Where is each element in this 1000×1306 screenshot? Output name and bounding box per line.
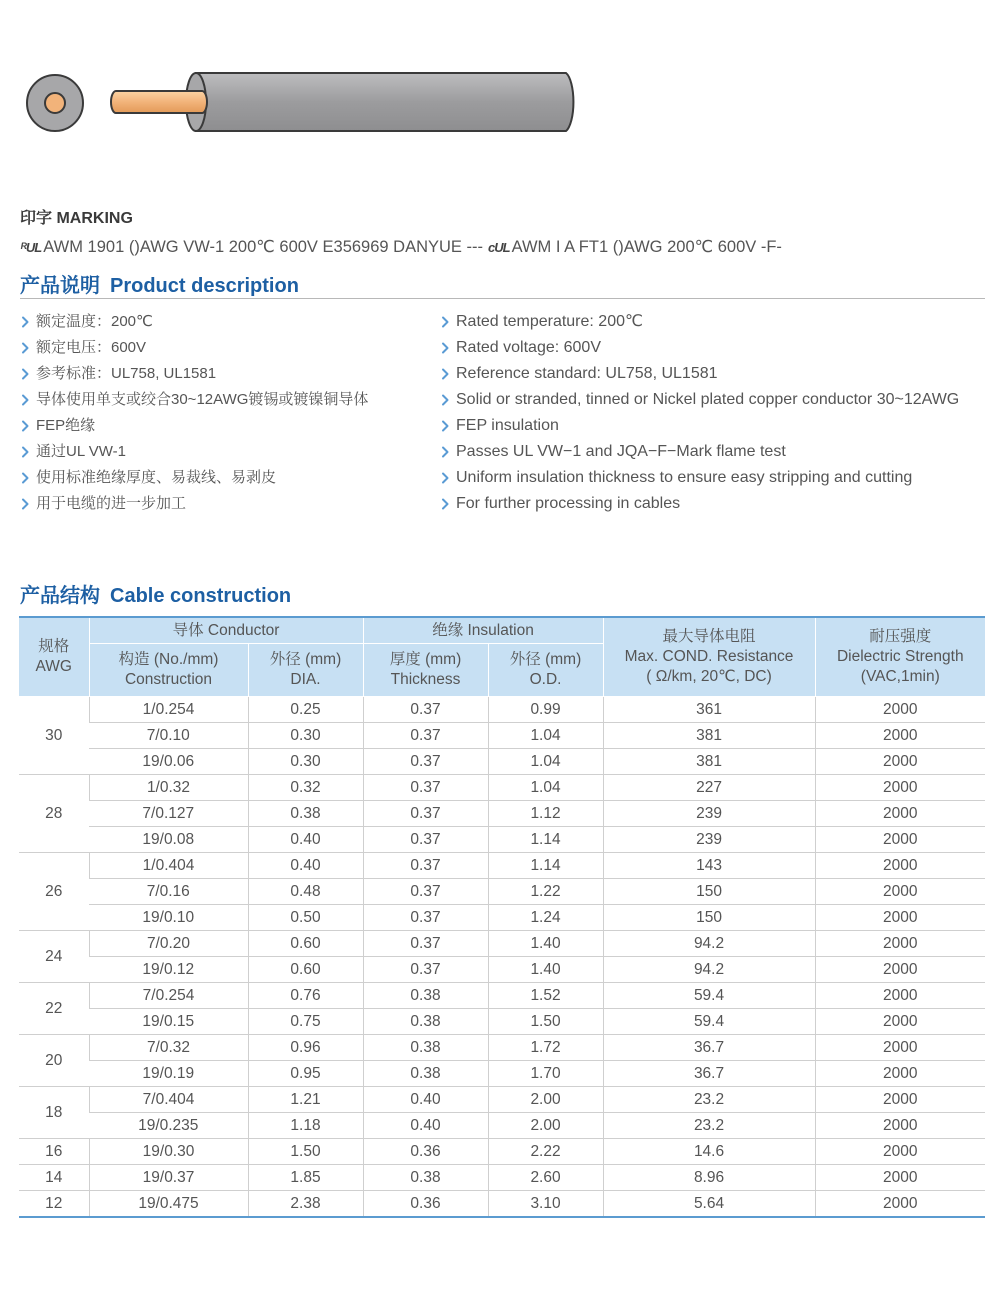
description-item	[438, 465, 959, 491]
description-list-en	[438, 309, 959, 517]
product-description-title-cn: 产品说明	[20, 275, 100, 297]
product-description-heading	[20, 269, 299, 298]
cell-dia: 0.40	[248, 827, 363, 853]
cable-illustration	[20, 60, 590, 150]
ul-recognized-mark-icon: ᴿUL	[20, 239, 42, 255]
cell-thickness: 0.38	[363, 1009, 488, 1035]
description-item	[438, 491, 959, 517]
cell-resistance: 227	[603, 775, 815, 801]
cell-construction: 19/0.06	[89, 749, 248, 775]
cable-side-view-icon	[111, 73, 573, 131]
chevron-right-icon	[438, 341, 452, 355]
cell-resistance: 239	[603, 827, 815, 853]
cell-dia: 0.96	[248, 1035, 363, 1061]
cell-strength: 2000	[815, 905, 985, 931]
table-row	[19, 1113, 985, 1139]
cell-dia: 0.38	[248, 801, 363, 827]
description-item	[18, 335, 368, 361]
cell-construction: 7/0.16	[89, 879, 248, 905]
cell-resistance: 94.2	[603, 957, 815, 983]
cell-od: 1.04	[488, 723, 603, 749]
cell-construction: 19/0.10	[89, 905, 248, 931]
cell-od: 1.14	[488, 853, 603, 879]
table-row	[19, 1165, 985, 1191]
cell-construction: 19/0.15	[89, 1009, 248, 1035]
table-row	[19, 905, 985, 931]
cell-strength: 2000	[815, 1191, 985, 1218]
table-row	[19, 931, 985, 957]
chevron-right-icon	[438, 497, 452, 511]
header-strength-unit: (VAC,1min)	[860, 668, 940, 685]
cell-resistance: 381	[603, 723, 815, 749]
header-awg-en: AWG	[35, 658, 72, 675]
chevron-right-icon	[438, 419, 452, 433]
description-item	[438, 413, 959, 439]
description-item-text: 额定温度：200℃	[36, 313, 153, 330]
cell-thickness: 0.38	[363, 1061, 488, 1087]
cell-strength: 2000	[815, 723, 985, 749]
cell-awg: 14	[19, 1165, 89, 1191]
table-row	[19, 827, 985, 853]
description-item-text: Rated temperature: 200℃	[456, 313, 643, 330]
header-awg	[19, 617, 89, 697]
cell-construction: 19/0.475	[89, 1191, 248, 1218]
cell-awg: 16	[19, 1139, 89, 1165]
cell-od: 1.50	[488, 1009, 603, 1035]
cell-dia: 0.30	[248, 749, 363, 775]
cell-od: 1.14	[488, 827, 603, 853]
cell-dia: 2.38	[248, 1191, 363, 1218]
description-item	[18, 309, 368, 335]
description-item-text: 额定电压：600V	[36, 339, 147, 356]
description-item	[18, 465, 368, 491]
header-resistance	[603, 617, 815, 697]
cell-od: 1.52	[488, 983, 603, 1009]
table-row	[19, 983, 985, 1009]
cell-strength: 2000	[815, 879, 985, 905]
cell-construction: 7/0.10	[89, 723, 248, 749]
table-row	[19, 1087, 985, 1113]
section-divider	[20, 298, 985, 299]
cell-od: 2.00	[488, 1087, 603, 1113]
description-item-text: Passes UL VW−1 and JQA−F−Mark flame test	[456, 443, 786, 460]
cell-resistance: 143	[603, 853, 815, 879]
cell-awg: 22	[19, 983, 89, 1035]
cell-construction: 7/0.254	[89, 983, 248, 1009]
description-item	[18, 491, 368, 517]
description-item	[18, 387, 368, 413]
description-item	[18, 439, 368, 465]
description-item-text: Rated voltage: 600V	[456, 339, 601, 356]
cell-awg: 20	[19, 1035, 89, 1087]
cell-od: 2.22	[488, 1139, 603, 1165]
description-list-cn	[18, 309, 368, 517]
cell-dia: 0.50	[248, 905, 363, 931]
table-row	[19, 1191, 985, 1218]
header-thickness	[363, 644, 488, 697]
table-row	[19, 775, 985, 801]
product-description-title-en: Product description	[110, 275, 299, 297]
header-dia	[248, 644, 363, 697]
cell-resistance: 59.4	[603, 1009, 815, 1035]
cell-strength: 2000	[815, 697, 985, 723]
chevron-right-icon	[18, 367, 32, 381]
description-item-text: Reference standard: UL758, UL1581	[456, 365, 718, 382]
cell-od: 1.72	[488, 1035, 603, 1061]
cell-thickness: 0.37	[363, 879, 488, 905]
table-row	[19, 957, 985, 983]
cell-thickness: 0.40	[363, 1113, 488, 1139]
cell-resistance: 381	[603, 749, 815, 775]
description-item	[438, 361, 959, 387]
cell-resistance: 5.64	[603, 1191, 815, 1218]
chevron-right-icon	[18, 393, 32, 407]
cell-dia: 1.85	[248, 1165, 363, 1191]
cell-awg: 26	[19, 853, 89, 931]
chevron-right-icon	[18, 497, 32, 511]
description-item-text: 使用标准绝缘厚度、易裁线、易剥皮	[36, 469, 277, 486]
description-item-text: Solid or stranded, tinned or Nickel plated copper conductor 30~12AWG	[456, 391, 960, 408]
cell-construction: 19/0.19	[89, 1061, 248, 1087]
cable-construction-heading	[20, 579, 291, 608]
cell-resistance: 23.2	[603, 1087, 815, 1113]
cell-construction: 1/0.32	[89, 775, 248, 801]
cell-awg: 24	[19, 931, 89, 983]
cell-construction: 19/0.12	[89, 957, 248, 983]
description-item	[18, 361, 368, 387]
cell-od: 1.12	[488, 801, 603, 827]
description-item-text: For further processing in cables	[456, 495, 681, 512]
cell-resistance: 94.2	[603, 931, 815, 957]
table-row	[19, 1009, 985, 1035]
table-row	[19, 801, 985, 827]
cell-thickness: 0.36	[363, 1191, 488, 1218]
cell-construction: 19/0.235	[89, 1113, 248, 1139]
cell-strength: 2000	[815, 1139, 985, 1165]
cell-thickness: 0.37	[363, 749, 488, 775]
table-row	[19, 853, 985, 879]
chevron-right-icon	[438, 315, 452, 329]
cell-construction: 19/0.08	[89, 827, 248, 853]
cell-strength: 2000	[815, 931, 985, 957]
cell-thickness: 0.40	[363, 1087, 488, 1113]
cell-awg: 30	[19, 697, 89, 775]
cell-od: 0.99	[488, 697, 603, 723]
header-construction	[89, 644, 248, 697]
cell-thickness: 0.36	[363, 1139, 488, 1165]
cell-dia: 0.60	[248, 931, 363, 957]
cell-dia: 0.40	[248, 853, 363, 879]
cell-dia: 0.30	[248, 723, 363, 749]
header-thickness-cn: 厚度 (mm)	[389, 651, 462, 668]
cell-strength: 2000	[815, 775, 985, 801]
cell-strength: 2000	[815, 1009, 985, 1035]
cul-mark-icon: cUL	[488, 239, 510, 255]
cell-resistance: 8.96	[603, 1165, 815, 1191]
cell-od: 1.04	[488, 775, 603, 801]
marking-text-ul: AWM 1901 ()AWG VW-1 200℃ 600V E356969 DANYUE ---	[43, 238, 483, 256]
cell-dia: 0.60	[248, 957, 363, 983]
cable-cross-section-icon	[27, 75, 83, 131]
cell-dia: 0.76	[248, 983, 363, 1009]
header-insulation: 绝缘 Insulation	[363, 617, 603, 644]
chevron-right-icon	[18, 419, 32, 433]
header-thickness-en: Thickness	[390, 671, 461, 688]
cell-resistance: 36.7	[603, 1035, 815, 1061]
cell-resistance: 23.2	[603, 1113, 815, 1139]
cell-resistance: 150	[603, 905, 815, 931]
description-item-text: 参考标准：UL758, UL1581	[36, 365, 217, 382]
cell-dia: 1.21	[248, 1087, 363, 1113]
cell-construction: 1/0.404	[89, 853, 248, 879]
description-item	[438, 439, 959, 465]
cell-resistance: 14.6	[603, 1139, 815, 1165]
cell-thickness: 0.37	[363, 801, 488, 827]
cell-dia: 0.32	[248, 775, 363, 801]
cell-construction: 7/0.404	[89, 1087, 248, 1113]
cell-construction: 7/0.20	[89, 931, 248, 957]
cell-thickness: 0.37	[363, 957, 488, 983]
cell-od: 1.24	[488, 905, 603, 931]
header-od-en: O.D.	[529, 671, 562, 688]
description-item	[18, 413, 368, 439]
cable-spec-table	[19, 616, 985, 1218]
header-resistance-unit: ( Ω/km, 20℃, DC)	[646, 668, 772, 685]
cell-construction: 19/0.37	[89, 1165, 248, 1191]
cell-strength: 2000	[815, 957, 985, 983]
spec-table-body	[19, 697, 985, 1218]
header-strength-cn: 耐压强度	[869, 628, 932, 645]
description-item-text: Uniform insulation thickness to ensure easy stripping and cutting	[456, 469, 913, 486]
header-construction-en: Construction	[124, 671, 212, 688]
cell-dia: 0.75	[248, 1009, 363, 1035]
cell-construction: 19/0.30	[89, 1139, 248, 1165]
table-row	[19, 723, 985, 749]
cell-strength: 2000	[815, 1087, 985, 1113]
cell-strength: 2000	[815, 1061, 985, 1087]
cell-thickness: 0.38	[363, 983, 488, 1009]
cell-od: 1.04	[488, 749, 603, 775]
cell-dia: 1.18	[248, 1113, 363, 1139]
table-row	[19, 749, 985, 775]
cell-strength: 2000	[815, 801, 985, 827]
marking-text-cul: AWM I A FT1 ()AWG 200℃ 600V -F-	[511, 238, 782, 256]
cell-strength: 2000	[815, 1035, 985, 1061]
cell-strength: 2000	[815, 853, 985, 879]
cell-thickness: 0.37	[363, 931, 488, 957]
cell-od: 2.00	[488, 1113, 603, 1139]
description-item-text: FEP insulation	[456, 417, 559, 434]
cell-construction: 7/0.32	[89, 1035, 248, 1061]
cell-thickness: 0.37	[363, 697, 488, 723]
marking-title: 印字 MARKING	[20, 210, 133, 227]
cell-awg: 18	[19, 1087, 89, 1139]
cell-od: 1.40	[488, 957, 603, 983]
header-od	[488, 644, 603, 697]
cell-construction: 1/0.254	[89, 697, 248, 723]
cell-dia: 1.50	[248, 1139, 363, 1165]
cell-resistance: 59.4	[603, 983, 815, 1009]
cell-construction: 7/0.127	[89, 801, 248, 827]
cell-thickness: 0.37	[363, 905, 488, 931]
description-item	[438, 309, 959, 335]
cell-thickness: 0.38	[363, 1165, 488, 1191]
chevron-right-icon	[438, 471, 452, 485]
cell-resistance: 239	[603, 801, 815, 827]
cell-dia: 0.95	[248, 1061, 363, 1087]
header-resistance-cn: 最大导体电阻	[662, 628, 756, 645]
description-item	[438, 387, 959, 413]
cell-od: 1.70	[488, 1061, 603, 1087]
cell-dia: 0.25	[248, 697, 363, 723]
cell-od: 1.40	[488, 931, 603, 957]
header-conductor: 导体 Conductor	[89, 617, 363, 644]
cell-resistance: 36.7	[603, 1061, 815, 1087]
chevron-right-icon	[438, 445, 452, 459]
cell-od: 1.22	[488, 879, 603, 905]
cable-construction-title-cn: 产品结构	[20, 585, 100, 607]
cell-awg: 12	[45, 1194, 63, 1212]
table-row	[19, 1035, 985, 1061]
table-row	[19, 1139, 985, 1165]
description-item-text: 导体使用单支或绞合30~12AWG镀锡或镀镍铜导体	[36, 391, 369, 408]
chevron-right-icon	[18, 445, 32, 459]
cell-thickness: 0.38	[363, 1035, 488, 1061]
cell-thickness: 0.37	[363, 853, 488, 879]
cable-construction-title-en: Cable construction	[110, 585, 292, 607]
cell-od: 2.60	[488, 1165, 603, 1191]
header-awg-cn: 规格	[38, 638, 70, 655]
chevron-right-icon	[18, 341, 32, 355]
chevron-right-icon	[438, 367, 452, 381]
table-row	[19, 879, 985, 905]
cell-strength: 2000	[815, 1165, 985, 1191]
header-strength	[815, 617, 985, 697]
chevron-right-icon	[18, 315, 32, 329]
cell-thickness: 0.37	[363, 775, 488, 801]
cell-resistance: 150	[603, 879, 815, 905]
description-item-text: FEP绝缘	[36, 417, 96, 434]
cell-od: 3.10	[488, 1191, 603, 1218]
table-row	[19, 697, 985, 723]
header-dia-en: DIA.	[290, 671, 321, 688]
table-row	[19, 1061, 985, 1087]
header-od-cn: 外径 (mm)	[509, 651, 582, 668]
marking-text-line	[20, 237, 782, 257]
cell-thickness: 0.37	[363, 723, 488, 749]
cell-strength: 2000	[815, 1113, 985, 1139]
header-resistance-en: Max. COND. Resistance	[624, 648, 794, 665]
cell-strength: 2000	[815, 983, 985, 1009]
chevron-right-icon	[18, 471, 32, 485]
header-construction-cn: 构造 (No./mm)	[118, 651, 219, 668]
cell-strength: 2000	[815, 827, 985, 853]
cell-strength: 2000	[815, 749, 985, 775]
chevron-right-icon	[438, 393, 452, 407]
cell-resistance: 361	[603, 697, 815, 723]
description-item	[438, 335, 959, 361]
cell-thickness: 0.37	[363, 827, 488, 853]
header-dia-cn: 外径 (mm)	[269, 651, 342, 668]
header-strength-en: Dielectric Strength	[836, 648, 964, 665]
cell-awg: 28	[19, 775, 89, 853]
description-item-text: 通过UL VW-1	[36, 443, 127, 460]
cell-dia: 0.48	[248, 879, 363, 905]
description-item-text: 用于电缆的进一步加工	[36, 495, 187, 512]
